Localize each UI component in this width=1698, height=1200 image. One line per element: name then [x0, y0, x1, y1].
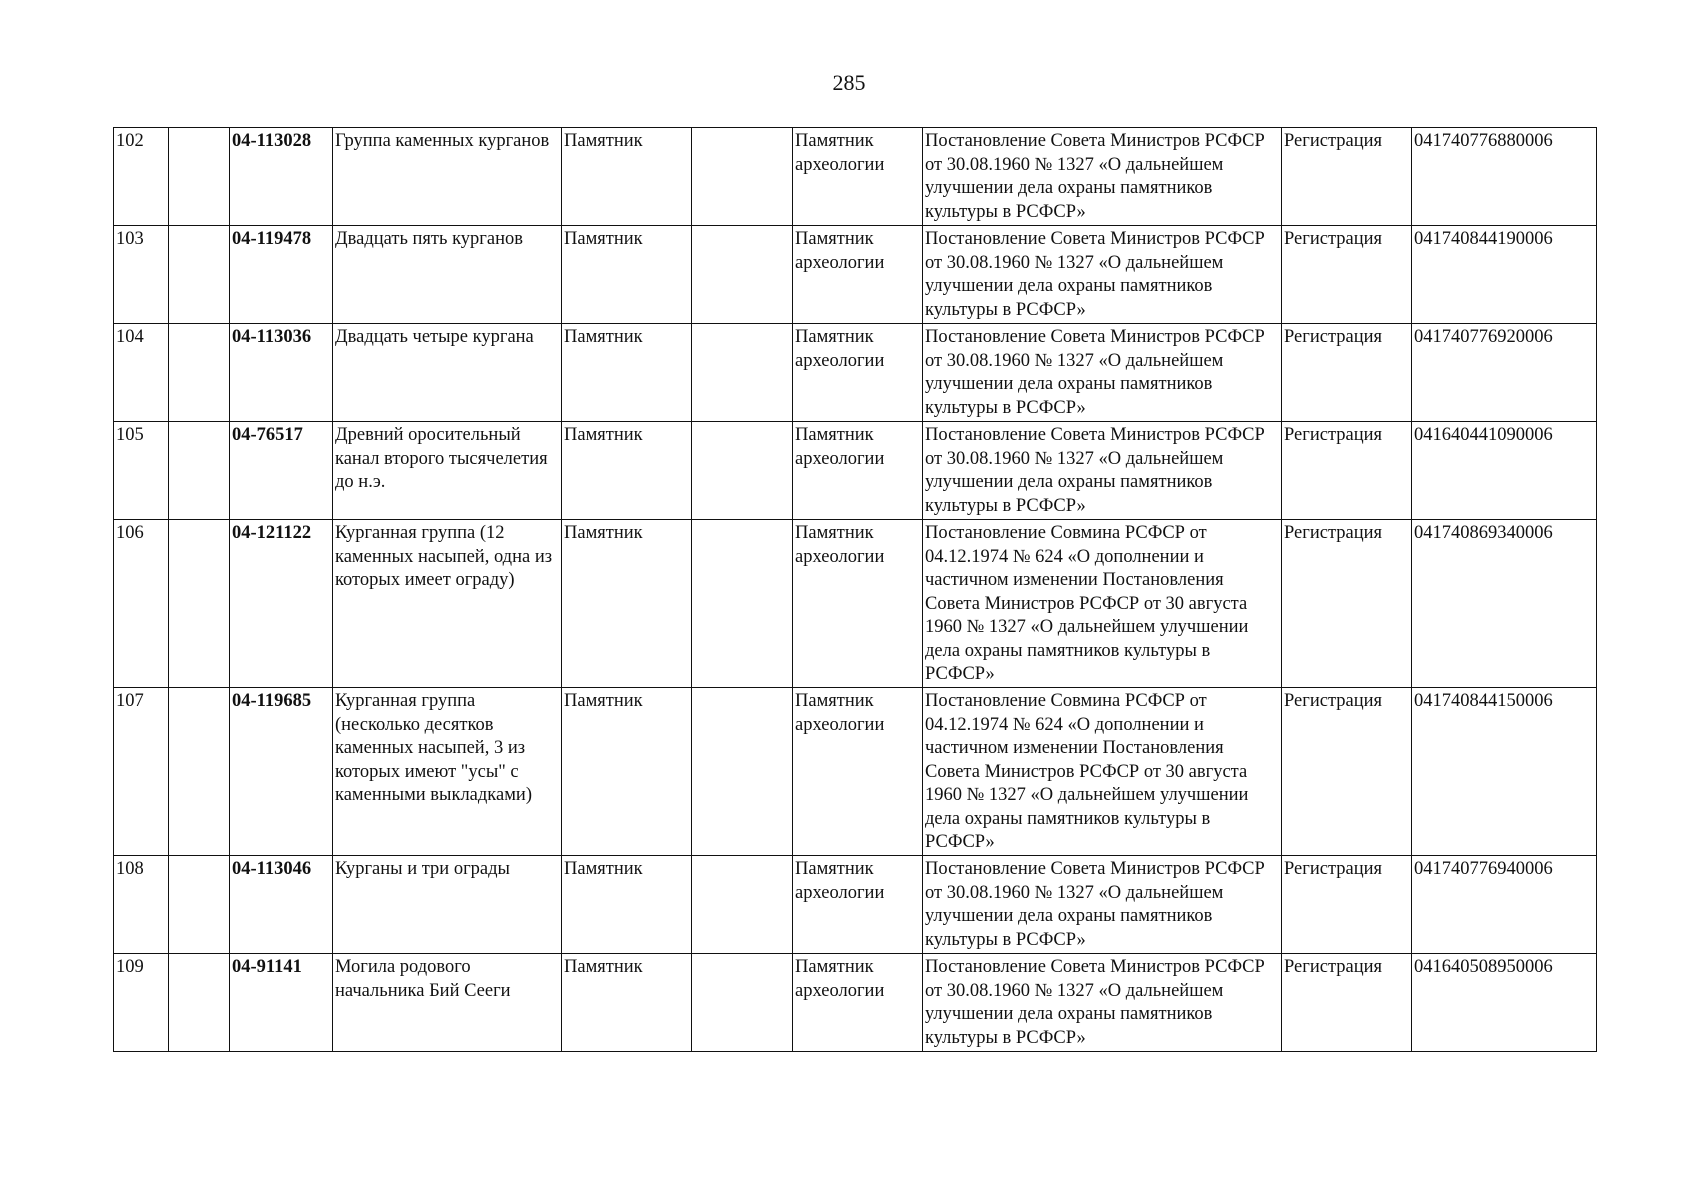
empty-cell	[169, 128, 230, 226]
row-number-cell: 109	[114, 954, 169, 1052]
empty-cell	[692, 422, 793, 520]
table-row	[114, 520, 1597, 688]
empty-cell	[692, 324, 793, 422]
object-category-cell: Памятник археологии	[793, 688, 923, 856]
table-row	[114, 856, 1597, 954]
object-type-cell: Памятник	[562, 324, 692, 422]
empty-cell	[169, 324, 230, 422]
empty-cell	[169, 856, 230, 954]
row-number-cell: 107	[114, 688, 169, 856]
empty-cell	[169, 688, 230, 856]
registry-number-cell: 041740844190006	[1412, 226, 1597, 324]
row-number-cell: 108	[114, 856, 169, 954]
object-name-cell: Курганы и три ограды	[333, 856, 562, 954]
empty-cell	[692, 856, 793, 954]
row-number-cell: 105	[114, 422, 169, 520]
table-row	[114, 226, 1597, 324]
object-code-cell: 04-119478	[230, 226, 333, 324]
object-category-cell: Памятник археологии	[793, 954, 923, 1052]
object-category-cell: Памятник археологии	[793, 324, 923, 422]
registry-number-cell: 041740776880006	[1412, 128, 1597, 226]
object-code-cell: 04-119685	[230, 688, 333, 856]
legal-document-cell: Постановление Совета Министров РСФСР от 30.08.1960 № 1327 «О дальнейшем улучшении дела охраны памятников культуры в РСФСР»	[923, 128, 1282, 226]
empty-cell	[169, 520, 230, 688]
status-cell: Регистрация	[1282, 688, 1412, 856]
object-name-cell: Курганная группа (12 каменных насыпей, одна из которых имеет ограду)	[333, 520, 562, 688]
table-row	[114, 128, 1597, 226]
heritage-registry-table	[113, 127, 1597, 1052]
empty-cell	[692, 954, 793, 1052]
object-type-cell: Памятник	[562, 422, 692, 520]
object-category-cell: Памятник археологии	[793, 520, 923, 688]
status-cell: Регистрация	[1282, 520, 1412, 688]
object-type-cell: Памятник	[562, 954, 692, 1052]
registry-number-cell: 041640441090006	[1412, 422, 1597, 520]
registry-number-cell: 041740776940006	[1412, 856, 1597, 954]
object-type-cell: Памятник	[562, 226, 692, 324]
registry-number-cell: 041740844150006	[1412, 688, 1597, 856]
object-name-cell: Группа каменных курганов	[333, 128, 562, 226]
status-cell: Регистрация	[1282, 422, 1412, 520]
object-code-cell: 04-76517	[230, 422, 333, 520]
object-type-cell: Памятник	[562, 688, 692, 856]
empty-cell	[692, 128, 793, 226]
object-name-cell: Курганная группа (несколько десятков каменных насыпей, 3 из которых имеют "усы" с каменными выкладками)	[333, 688, 562, 856]
status-cell: Регистрация	[1282, 324, 1412, 422]
object-code-cell: 04-113036	[230, 324, 333, 422]
registry-number-cell: 041740869340006	[1412, 520, 1597, 688]
object-category-cell: Памятник археологии	[793, 226, 923, 324]
empty-cell	[169, 954, 230, 1052]
registry-number-cell: 041740776920006	[1412, 324, 1597, 422]
page-number: 285	[832, 70, 866, 95]
empty-cell	[169, 226, 230, 324]
empty-cell	[692, 688, 793, 856]
legal-document-cell: Постановление Совета Министров РСФСР от 30.08.1960 № 1327 «О дальнейшем улучшении дела охраны памятников культуры в РСФСР»	[923, 422, 1282, 520]
object-name-cell: Двадцать четыре кургана	[333, 324, 562, 422]
object-name-cell: Могила родового начальника Бий Сееги	[333, 954, 562, 1052]
empty-cell	[692, 226, 793, 324]
table-row	[114, 422, 1597, 520]
object-category-cell: Памятник археологии	[793, 422, 923, 520]
legal-document-cell: Постановление Совета Министров РСФСР от 30.08.1960 № 1327 «О дальнейшем улучшении дела охраны памятников культуры в РСФСР»	[923, 324, 1282, 422]
legal-document-cell: Постановление Совета Министров РСФСР от 30.08.1960 № 1327 «О дальнейшем улучшении дела охраны памятников культуры в РСФСР»	[923, 856, 1282, 954]
empty-cell	[692, 520, 793, 688]
object-code-cell: 04-113028	[230, 128, 333, 226]
table-row	[114, 954, 1597, 1052]
legal-document-cell: Постановление Совмина РСФСР от 04.12.1974 № 624 «О дополнении и частичном изменении Постановления Совета Министров РСФСР от 30 августа 1960 № 1327 «О дальнейшем улучшении дела охраны памятников культуры в РСФСР»	[923, 688, 1282, 856]
table-row	[114, 688, 1597, 856]
status-cell: Регистрация	[1282, 856, 1412, 954]
row-number-cell: 106	[114, 520, 169, 688]
object-type-cell: Памятник	[562, 520, 692, 688]
registry-number-cell: 041640508950006	[1412, 954, 1597, 1052]
legal-document-cell: Постановление Совета Министров РСФСР от 30.08.1960 № 1327 «О дальнейшем улучшении дела охраны памятников культуры в РСФСР»	[923, 954, 1282, 1052]
row-number-cell: 104	[114, 324, 169, 422]
row-number-cell: 103	[114, 226, 169, 324]
object-category-cell: Памятник археологии	[793, 128, 923, 226]
status-cell: Регистрация	[1282, 128, 1412, 226]
object-type-cell: Памятник	[562, 856, 692, 954]
status-cell: Регистрация	[1282, 226, 1412, 324]
table-row	[114, 324, 1597, 422]
status-cell: Регистрация	[1282, 954, 1412, 1052]
legal-document-cell: Постановление Совета Министров РСФСР от 30.08.1960 № 1327 «О дальнейшем улучшении дела охраны памятников культуры в РСФСР»	[923, 226, 1282, 324]
object-code-cell: 04-91141	[230, 954, 333, 1052]
object-name-cell: Двадцать пять курганов	[333, 226, 562, 324]
object-category-cell: Памятник археологии	[793, 856, 923, 954]
empty-cell	[169, 422, 230, 520]
row-number-cell: 102	[114, 128, 169, 226]
object-code-cell: 04-113046	[230, 856, 333, 954]
legal-document-cell: Постановление Совмина РСФСР от 04.12.1974 № 624 «О дополнении и частичном изменении Постановления Совета Министров РСФСР от 30 августа 1960 № 1327 «О дальнейшем улучшении дела охраны памятников культуры в РСФСР»	[923, 520, 1282, 688]
object-type-cell: Памятник	[562, 128, 692, 226]
object-code-cell: 04-121122	[230, 520, 333, 688]
object-name-cell: Древний оросительный канал второго тысячелетия до н.э.	[333, 422, 562, 520]
